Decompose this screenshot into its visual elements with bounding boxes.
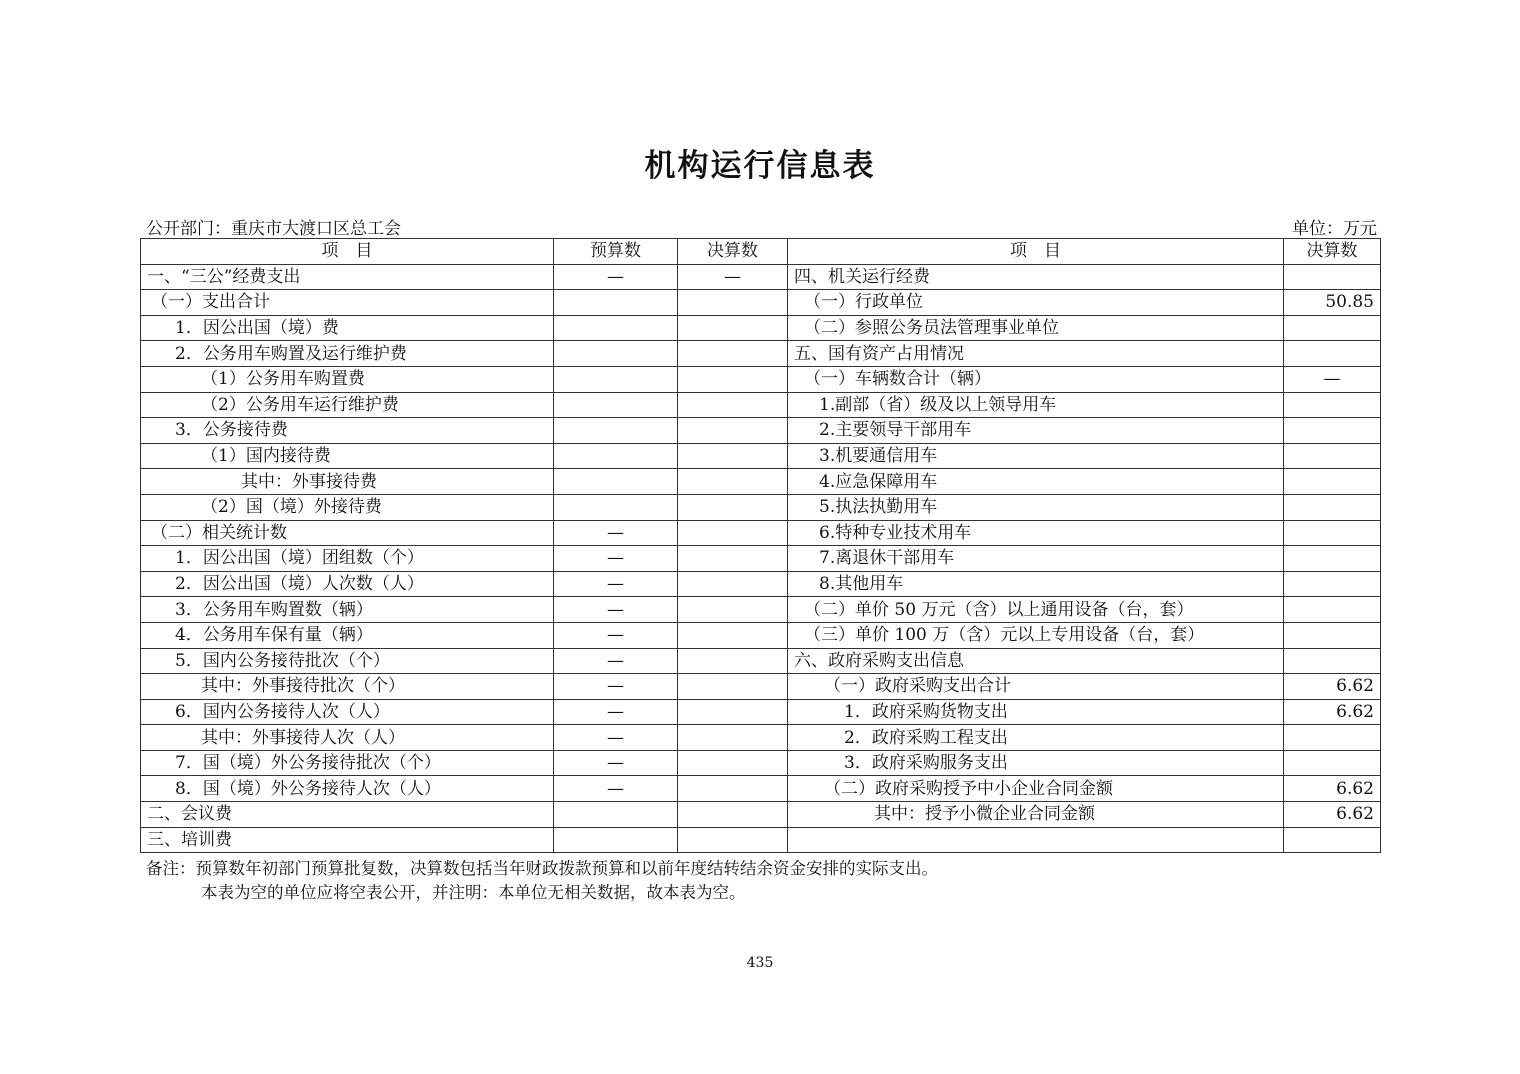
left-item-cell: 一、“三公”经费支出 (141, 264, 554, 290)
left-item-cell: （2）公务用车运行维护费 (141, 392, 554, 418)
final-left-cell (678, 290, 788, 316)
left-item-cell: 其中：外事接待人次（人） (141, 725, 554, 751)
final-left-cell (678, 827, 788, 853)
notes (146, 857, 938, 905)
final-right-cell (1284, 750, 1381, 776)
final-right-cell (1284, 341, 1381, 367)
header-final-left: 决算数 (678, 239, 788, 265)
right-item-cell (788, 827, 1284, 853)
final-left-cell (678, 315, 788, 341)
left-item-cell: （1）国内接待费 (141, 443, 554, 469)
right-item-cell: （二）参照公务员法管理事业单位 (788, 315, 1284, 341)
left-item-cell: 1．因公出国（境）团组数（个） (141, 546, 554, 572)
right-item-cell: （二）单价 50 万元（含）以上通用设备（台，套） (788, 597, 1284, 623)
right-item-cell: （一）车辆数合计（辆） (788, 366, 1284, 392)
note-line: 本表为空的单位应将空表公开，并注明：本单位无相关数据，故本表为空。 (201, 883, 746, 902)
budget-cell: — (554, 546, 678, 572)
budget-cell: — (554, 264, 678, 290)
final-right-cell (1284, 494, 1381, 520)
left-item-cell: 2．公务用车购置及运行维护费 (141, 341, 554, 367)
table-row (141, 648, 1381, 674)
table-header-row (141, 239, 1381, 265)
final-right-cell (1284, 571, 1381, 597)
page-number: 435 (746, 955, 774, 971)
table-row (141, 571, 1381, 597)
budget-cell (554, 802, 678, 828)
left-item-cell: 5．国内公务接待批次（个） (141, 648, 554, 674)
header-budget: 预算数 (554, 239, 678, 265)
final-left-cell (678, 494, 788, 520)
table-row (141, 264, 1381, 290)
table-row (141, 725, 1381, 751)
left-item-cell: 1．因公出国（境）费 (141, 315, 554, 341)
final-right-cell (1284, 520, 1381, 546)
left-item-cell: （一）支出合计 (141, 290, 554, 316)
budget-cell: — (554, 648, 678, 674)
final-left-cell (678, 648, 788, 674)
right-item-cell: 2．政府采购工程支出 (788, 725, 1284, 751)
right-item-cell: 3．政府采购服务支出 (788, 750, 1284, 776)
right-item-cell: （一）行政单位 (788, 290, 1284, 316)
left-item-cell: 其中：外事接待费 (141, 469, 554, 495)
final-left-cell (678, 392, 788, 418)
final-left-cell (678, 674, 788, 700)
final-left-cell (678, 366, 788, 392)
final-left-cell (678, 725, 788, 751)
table-row (141, 341, 1381, 367)
right-item-cell: （一）政府采购支出合计 (788, 674, 1284, 700)
left-item-cell: （2）国（境）外接待费 (141, 494, 554, 520)
department-label: 公开部门：重庆市大渡口区总工会 (146, 219, 401, 239)
budget-cell (554, 341, 678, 367)
left-item-cell: 7．国（境）外公务接待批次（个） (141, 750, 554, 776)
final-left-cell (678, 622, 788, 648)
final-right-cell: 6.62 (1284, 776, 1381, 802)
right-item-cell: 六、政府采购支出信息 (788, 648, 1284, 674)
right-item-cell: 5.执法执勤用车 (788, 494, 1284, 520)
right-item-cell: （二）政府采购授予中小企业合同金额 (788, 776, 1284, 802)
final-left-cell (678, 341, 788, 367)
final-left-cell (678, 469, 788, 495)
right-item-cell: 7.离退休干部用车 (788, 546, 1284, 572)
left-item-cell: 8．国（境）外公务接待人次（人） (141, 776, 554, 802)
budget-cell: — (554, 674, 678, 700)
final-left-cell (678, 750, 788, 776)
budget-cell (554, 494, 678, 520)
final-right-cell: 50.85 (1284, 290, 1381, 316)
table-row (141, 776, 1381, 802)
final-right-cell (1284, 392, 1381, 418)
final-left-cell (678, 520, 788, 546)
final-left-cell (678, 546, 788, 572)
budget-cell (554, 827, 678, 853)
right-item-cell: 8.其他用车 (788, 571, 1284, 597)
header-right-item: 项 目 (788, 239, 1284, 265)
left-item-cell: 6．国内公务接待人次（人） (141, 699, 554, 725)
budget-cell (554, 443, 678, 469)
header-left-item: 项 目 (141, 239, 554, 265)
right-item-cell: 其中：授予小微企业合同金额 (788, 802, 1284, 828)
budget-cell (554, 315, 678, 341)
final-right-cell: 6.62 (1284, 699, 1381, 725)
left-item-cell: 2．因公出国（境）人次数（人） (141, 571, 554, 597)
note-line: 备注：预算数年初部门预算批复数，决算数包括当年财政拨款预算和以前年度结转结余资金安排的实际支出。 (146, 859, 938, 878)
left-item-cell: 二、会议费 (141, 802, 554, 828)
table-row (141, 546, 1381, 572)
final-right-cell (1284, 264, 1381, 290)
right-item-cell: 3.机要通信用车 (788, 443, 1284, 469)
final-left-cell (678, 802, 788, 828)
table-row (141, 802, 1381, 828)
budget-cell (554, 366, 678, 392)
table-row (141, 622, 1381, 648)
budget-cell (554, 290, 678, 316)
budget-cell: — (554, 776, 678, 802)
right-item-cell: 6.特种专业技术用车 (788, 520, 1284, 546)
right-item-cell: （三）单价 100 万（含）元以上专用设备（台，套） (788, 622, 1284, 648)
final-left-cell (678, 597, 788, 623)
final-right-cell (1284, 315, 1381, 341)
final-right-cell (1284, 827, 1381, 853)
final-right-cell (1284, 469, 1381, 495)
right-item-cell: 2.主要领导干部用车 (788, 418, 1284, 444)
budget-cell: — (554, 725, 678, 751)
budget-cell (554, 392, 678, 418)
right-item-cell: 1．政府采购货物支出 (788, 699, 1284, 725)
table-row (141, 674, 1381, 700)
left-item-cell: 其中：外事接待批次（个） (141, 674, 554, 700)
final-right-cell (1284, 622, 1381, 648)
table-row (141, 520, 1381, 546)
unit-label: 单位：万元 (1292, 219, 1377, 239)
final-right-cell (1284, 725, 1381, 751)
right-item-cell: 四、机关运行经费 (788, 264, 1284, 290)
final-right-cell: 6.62 (1284, 802, 1381, 828)
budget-cell: — (554, 750, 678, 776)
budget-cell (554, 418, 678, 444)
table-row (141, 699, 1381, 725)
final-right-cell: — (1284, 366, 1381, 392)
budget-cell: — (554, 622, 678, 648)
final-right-cell: 6.62 (1284, 674, 1381, 700)
left-item-cell: （1）公务用车购置费 (141, 366, 554, 392)
header-final-right: 决算数 (1284, 239, 1381, 265)
final-left-cell (678, 571, 788, 597)
table-row (141, 418, 1381, 444)
budget-cell (554, 469, 678, 495)
table-row (141, 827, 1381, 853)
left-item-cell: 4．公务用车保有量（辆） (141, 622, 554, 648)
right-item-cell: 五、国有资产占用情况 (788, 341, 1284, 367)
final-right-cell (1284, 546, 1381, 572)
right-item-cell: 4.应急保障用车 (788, 469, 1284, 495)
left-item-cell: 三、培训费 (141, 827, 554, 853)
final-right-cell (1284, 648, 1381, 674)
table-row (141, 366, 1381, 392)
budget-cell: — (554, 699, 678, 725)
right-item-cell: 1.副部（省）级及以上领导用车 (788, 392, 1284, 418)
table-body (141, 264, 1381, 853)
final-right-cell (1284, 597, 1381, 623)
final-left-cell (678, 776, 788, 802)
final-left-cell (678, 418, 788, 444)
final-right-cell (1284, 418, 1381, 444)
final-right-cell (1284, 443, 1381, 469)
left-item-cell: 3．公务接待费 (141, 418, 554, 444)
table-row (141, 392, 1381, 418)
final-left-cell (678, 443, 788, 469)
table-row (141, 290, 1381, 316)
table-row (141, 469, 1381, 495)
budget-cell: — (554, 520, 678, 546)
table-row (141, 443, 1381, 469)
left-item-cell: 3．公务用车购置数（辆） (141, 597, 554, 623)
budget-cell: — (554, 571, 678, 597)
table-row (141, 494, 1381, 520)
table-row (141, 597, 1381, 623)
info-table (140, 238, 1381, 853)
final-left-cell: — (678, 264, 788, 290)
table-row (141, 315, 1381, 341)
budget-cell: — (554, 597, 678, 623)
page-title: 机构运行信息表 (644, 148, 876, 184)
table-row (141, 750, 1381, 776)
final-left-cell (678, 699, 788, 725)
left-item-cell: （二）相关统计数 (141, 520, 554, 546)
